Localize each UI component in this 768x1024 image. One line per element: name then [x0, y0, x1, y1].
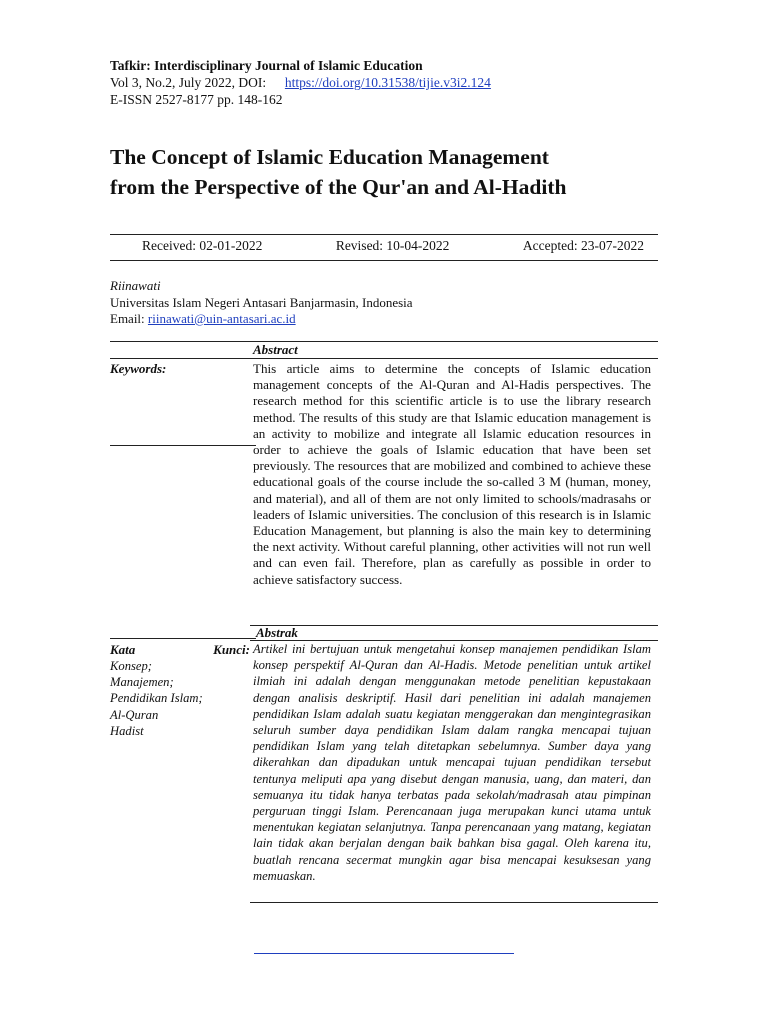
- kata-kunci-label: [110, 642, 250, 658]
- abstrak-heading: Abstrak: [256, 625, 298, 640]
- revised-date: Revised: 10-04-2022: [335, 238, 450, 253]
- abstract-heading-rule: [250, 358, 658, 359]
- email-link[interactable]: riinawati@uin-antasari.ac.id: [147, 311, 296, 326]
- author-affiliation: Universitas Islam Negeri Antasari Banjarmasin, Indonesia: [110, 294, 413, 310]
- journal-volume-line: [110, 74, 670, 91]
- author-block: [110, 278, 670, 328]
- email-label: Email:: [110, 311, 148, 326]
- received-date: Received: 02-01-2022: [142, 238, 263, 253]
- volume-text: Vol 3, No.2, July 2022, DOI:: [110, 75, 267, 90]
- abstrak-bottom-rule: [250, 902, 658, 903]
- journal-header: [110, 57, 670, 108]
- keywords-bottom-rule: [110, 445, 256, 446]
- title-line-2: from the Perspective of the Qur'an and Al-Hadith: [110, 175, 567, 199]
- abstract-text: This article aims to determine the concepts of Islamic education management concepts of the Al-Quran and Al-Hadis perspectives. The research method for this scientific article is to use the library research method. The results of this study are that Islamic education management is an activity to mobilize and integrate all Islamic education resources in order to achieve the goals of Islamic education that have been set previously. The resources that are mobilized and combined to achieve these educational goals of the course include the so-called 3 M (human, money, and material), and all of them are not only limited to schools/madrasahs or leaders of Islamic universities. The conclusion of this research is in Islamic Education Management, but planning is also the main key to determining the next activity. Without careful planning, other activities will not run well and can even fail. Therefore, plan as carefully as possible in order to achieve satisfactory success.: [253, 361, 651, 587]
- abstrak-text: Artikel ini bertujuan untuk mengetahui konsep manajemen pendidikan Islam konsep perspektif Al-Quran dan Al-Hadis. Metode penelitian untuk artikel ilmiah ini adalah dengan menggunakan metode penelitian kepustakaan dengan analisis deskriptif. Hasil dari penelitian ini adalah manajemen pendidikan Islam adalah suatu kegiatan menggerakan dan mengintegrasikan seluruh sumber daya pendidikan Islam dalam rangka mencapai tujuan pendidikan Islam yang telah ditetapkan sebelumnya. Sumber daya yang dikerahkan dan dipadukan untuk mencapai tujuan pendidikan tersebut tentunya meliputi apa yang disebut dengan manusia, uang, dan materi, dan semuanya itu tidak hanya terbatas pada sekolah/madrasah atau pimpinan perguruan tinggi Islam. Perencanaan juga merupakan kunci utama untuk menentukan kegiatan selanjutnya. Tanpa perencanaan yang matang, kegiatan lain tidak akan berjalan dengan baik bahkan bisa gagal. Oleh karena itu, buatlah rencana secermat mungkin agar bisa mencapai kesuksesan yang memuaskan.: [253, 642, 651, 883]
- footnote-rule: [254, 953, 514, 954]
- doi-link[interactable]: https://doi.org/10.31538/tijie.v3i2.124: [284, 75, 491, 90]
- author-email-line: [110, 311, 670, 328]
- kata-label: Kata: [110, 642, 136, 657]
- keyword-item: Konsep;: [110, 659, 152, 673]
- kata-kunci-list: [110, 658, 203, 739]
- dates-row: [110, 238, 658, 254]
- keyword-item: Al-Quran: [110, 707, 159, 722]
- abstrak-top-rule: [250, 625, 658, 626]
- dates-top-rule: [110, 234, 658, 235]
- kunci-label: Kunci:: [213, 642, 250, 657]
- journal-name: Tafkir: Interdisciplinary Journal of Islamic Education: [110, 58, 423, 73]
- author-name: Riinawati: [110, 278, 161, 293]
- accepted-date: Accepted: 23-07-2022: [522, 238, 644, 253]
- keyword-item: Pendidikan Islam;: [110, 691, 203, 706]
- dates-bottom-rule: [110, 260, 658, 261]
- paper-title: [110, 142, 670, 202]
- kata-kunci-top-rule: [110, 638, 256, 639]
- issn-line: E-ISSN 2527-8177 pp. 148-162: [110, 92, 283, 107]
- abstract-top-rule: [110, 341, 658, 342]
- keyword-item: Manajemen;: [110, 675, 174, 690]
- keywords-label: Keywords:: [110, 361, 167, 376]
- abstract-heading: Abstract: [253, 342, 298, 357]
- keywords-top-rule: [110, 358, 256, 359]
- keyword-item: Hadist: [110, 723, 144, 738]
- title-line-1: The Concept of Islamic Education Management: [110, 145, 549, 169]
